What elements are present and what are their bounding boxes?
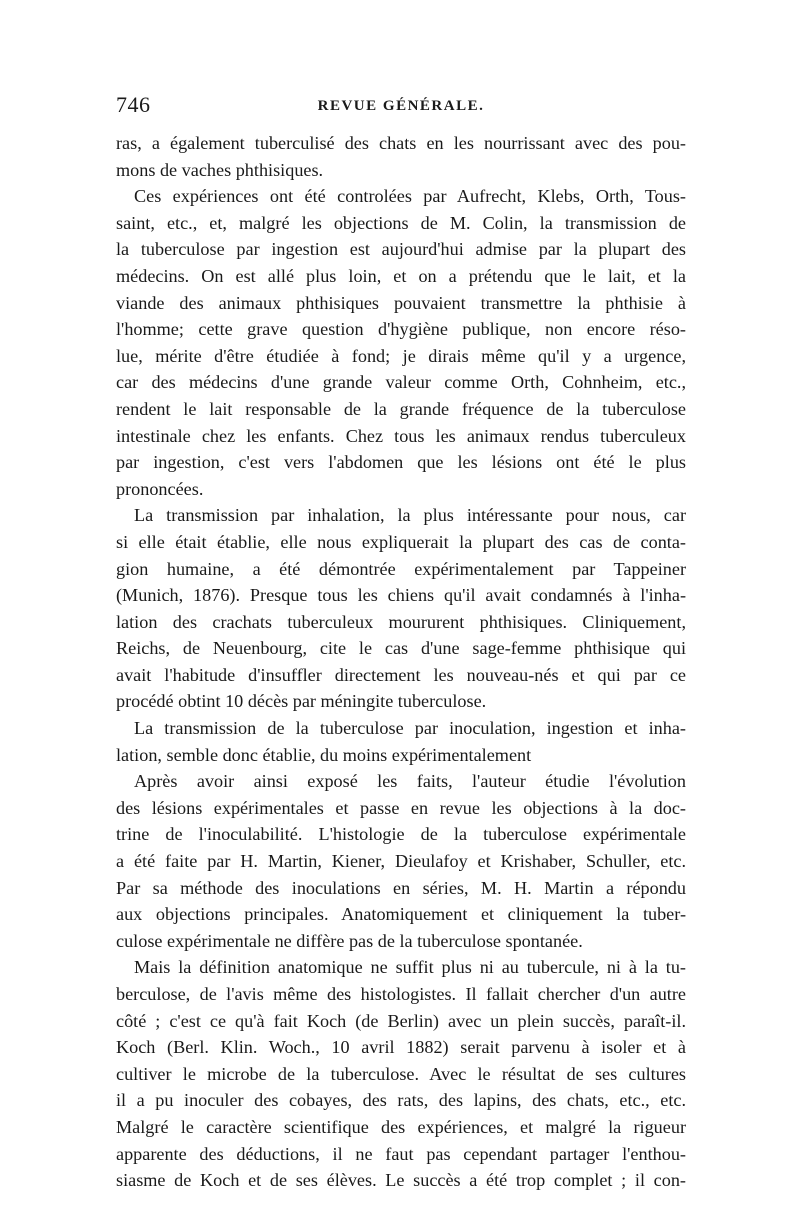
text-line: Koch (Berl. Klin. Woch., 10 avril 1882) serait parvenu à isoler et à — [116, 1037, 686, 1058]
text-line: des lésions expérimentales et passe en revue les objections à la doc- — [116, 797, 686, 818]
text-line: avait l'habitude d'insuffler directement les nouveau-nés et qui par ce — [116, 664, 686, 685]
text-line: l'homme; cette grave question d'hygiène publique, non encore réso- — [116, 319, 686, 340]
text-line: il a pu inoculer des cobayes, des rats, des lapins, des chats, etc., etc. — [116, 1090, 686, 1111]
page-number: 746 — [116, 92, 151, 117]
text-line: intestinale chez les enfants. Chez tous les animaux rendus tuberculeux — [116, 425, 686, 446]
text-line: culose expérimentale ne diffère pas de la tuberculose spontanée. — [116, 930, 583, 951]
text-line: Ces expériences ont été controlées par Aufrecht, Klebs, Orth, Tous- — [134, 186, 686, 207]
text-line: trine de l'inoculabilité. L'histologie de la tuberculose expérimentale — [116, 824, 686, 845]
text-line: Malgré le caractère scientifique des expériences, et malgré la rigueur — [116, 1116, 686, 1137]
text-line: côté ; c'est ce qu'à fait Koch (de Berlin) avec un plein succès, paraît-il. — [116, 1010, 686, 1031]
text-line: Reichs, de Neuenbourg, cite le cas d'une sage-femme phthisique qui — [116, 638, 686, 659]
text-line: berculose, de l'avis même des histologistes. Il fallait chercher d'un autre — [116, 984, 686, 1004]
text-line: prononcées. — [116, 478, 204, 499]
text-line: car des médecins d'une grande valeur comme Orth, Cohnheim, etc., — [116, 372, 686, 393]
text-line: a été faite par H. Martin, Kiener, Dieulafoy et Krishaber, Schuller, etc. — [116, 851, 686, 872]
body-text — [116, 130, 686, 1194]
text-line: Mais la définition anatomique ne suffit plus ni au tubercule, ni à la tu- — [134, 957, 686, 978]
page — [116, 92, 686, 1194]
text-line: rendent le lait responsable de la grande fréquence de la tuberculose — [116, 398, 686, 419]
running-title: REVUE GÉNÉRALE. — [317, 98, 485, 114]
text-line: (Munich, 1876). Presque tous les chiens qu'il avait condamnés à l'inha- — [116, 585, 686, 606]
text-line: la tuberculose par ingestion est aujourd'hui admise par la plupart des — [116, 239, 686, 260]
text-line: cultiver le microbe de la tuberculose. Avec le résultat de ses cultures — [116, 1063, 686, 1084]
text-line: ras, a également tuberculisé des chats en les nourrissant avec des pou- — [116, 133, 686, 153]
text-line: procédé obtint 10 décès par méningite tuberculose. — [116, 691, 487, 712]
text-line: La transmission de la tuberculose par inoculation, ingestion et inha- — [134, 718, 686, 739]
text-line: par ingestion, c'est vers l'abdomen que les lésions ont été le plus — [116, 452, 686, 473]
text-line: Par sa méthode des inoculations en séries, M. H. Martin a répondu — [116, 877, 686, 898]
text-line: médecins. On est allé plus loin, et on a prétendu que le lait, et la — [116, 265, 686, 286]
text-line: lation, semble donc établie, du moins expérimentalement — [116, 744, 532, 765]
text-line: siasme de Koch et de ses élèves. Le succès a été trop complet ; il con- — [116, 1170, 686, 1191]
text-line: lue, mérite d'être étudiée à fond; je dirais même qu'il y a urgence, — [116, 345, 686, 366]
text-line: saint, etc., et, malgré les objections de M. Colin, la transmission de — [116, 212, 686, 233]
text-line: apparente des déductions, il ne faut pas cependant partager l'enthou- — [116, 1143, 686, 1164]
text-line: si elle était établie, elle nous expliquerait la plupart des cas de conta- — [116, 531, 686, 552]
text-line: gion humaine, a été démontrée expérimentalement par Tappeiner — [116, 558, 686, 579]
text-line: La transmission par inhalation, la plus intéressante pour nous, car — [134, 505, 686, 526]
text-line: viande des animaux phthisiques pouvaient transmettre la phthisie à — [116, 292, 686, 313]
text-line: mons de vaches phthisiques. — [116, 159, 324, 180]
text-line: Après avoir ainsi exposé les faits, l'auteur étudie l'évolution — [134, 771, 686, 792]
page-header — [116, 92, 686, 122]
text-line: aux objections principales. Anatomiquement et cliniquement la tuber- — [116, 904, 686, 925]
text-line: lation des crachats tuberculeux moururent phthisiques. Cliniquement, — [116, 611, 686, 632]
